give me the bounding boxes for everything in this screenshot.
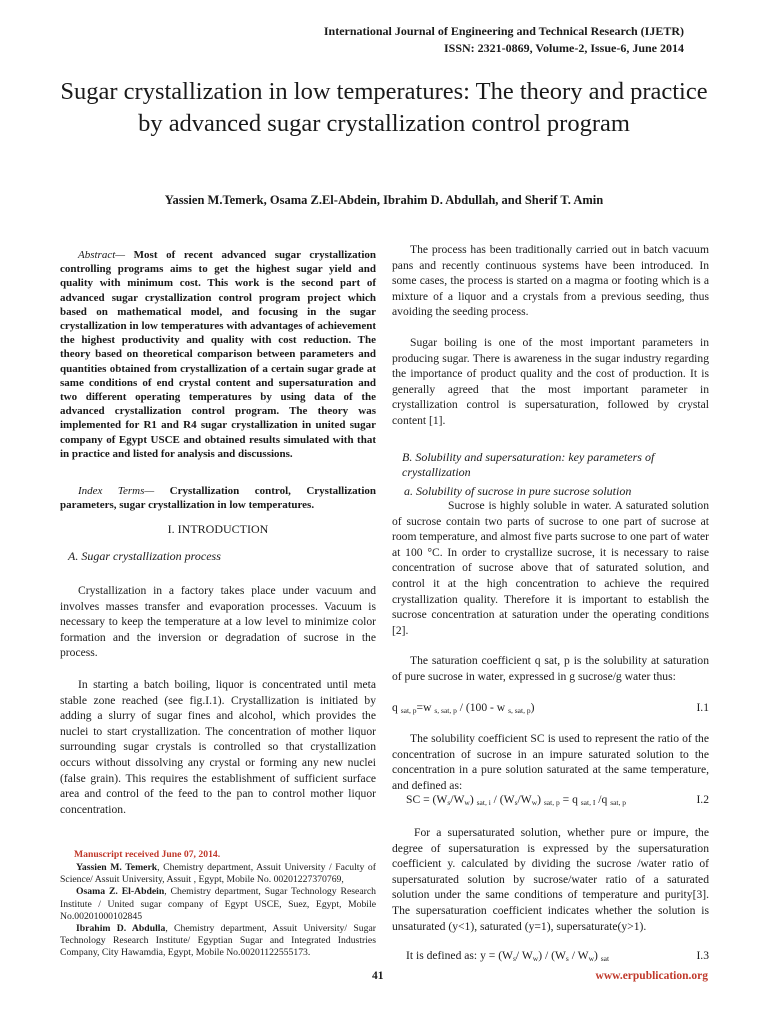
abstract-text: Most of recent advanced sugar crystallization controlling programs aims to get the highest sugar yield and quality with minimum cost. This work is the second part of advanced sugar crystallization control program project which based on mathematical model, and focusing in the sugar crystallization in low temperatures with advantages of achievement the highest productivity and quality with cost reduction. The theory based on theoretical comparison between parameters and quantities obtained from crystallization of a certain sugar grade at same conditions of end crystal content and supersaturation and two different operating temperatures by using data of the advanced crystallization control program. The theory was implemented for R1 and R4 sugar crystallization in united sugar company of Egypt USCE and obtained results simulated with that in practice and listed for analysis and discussions. (60, 249, 376, 460)
right-paragraph-4: The saturation coefficient q sat, p is the solubility at saturation of pure sucrose in water, expressed in g sucrose/g water thus: (392, 654, 709, 683)
issn-header: ISSN: 2321-0869, Volume-2, Issue-6, June 2014 (443, 41, 684, 55)
footnote-author-3-name: Ibrahim D. Abdulla (76, 923, 166, 935)
intro-paragraph-2: In starting a batch boiling, liquor is concentrated until meta stable zone reached (see fig.I.1). Crystallization is initiated by adding a slurry of sugar fines and alcohol, which provides the nuclei to start crystallization. The concentration of mother liquor surrounding sugar crystals is controlled so that crystallization occurs without dissolving any crystal or forming any new nuclei (false grain). This requires the establishment of sufficient surface area and control of the feed to the pan to control mother liquor concentration. (60, 678, 376, 816)
footnote-author-1-text: , Chemistry department, Assuit University / Faculty of Science/ Assuit University, Assuit , Egypt, Mobile No. 00201227370769, (60, 862, 376, 886)
index-terms (60, 484, 376, 512)
author-footnotes (60, 862, 376, 960)
subsection-heading-solubility: a. Solubility of sucrose in pure sucrose solution (404, 484, 632, 498)
right-paragraph-2: Sugar boiling is one of the most important parameters in producing sugar. There is awareness in the sugar industry regarding the importance of product quality and the cost of production. It is generally agreed that the most important parameter in crystallization control is supersaturation, followed by crystal content [1]. (392, 336, 709, 427)
subsection-heading-b: B. Solubility and supersaturation: key parameters of crystallization (402, 450, 655, 479)
equation-1-number: I.1 (696, 701, 709, 714)
abstract (60, 248, 376, 461)
footnote-author-2-text: , Chemistry department, Sugar Technology Research Institute / United sugar company of Egypt USCE, Suez, Egypt, Mobile No.00201000102845 (60, 886, 376, 922)
equation-3-lead: It is defined as: (406, 949, 481, 962)
equation-2-number: I.2 (696, 793, 709, 806)
equation-1: q $_{sat, p}$=w $_{s, sat, p}$ / (100 - w $_{s, sat, p}$) (392, 701, 535, 715)
manuscript-received: Manuscript received June 07, 2014. (74, 849, 221, 860)
right-paragraph-5: The solubility coefficient SC is used to represent the ratio of the concentration of sucrose in an impure saturated solution to the concentration in a pure solution saturated at the same temperature, and defined as: (392, 732, 709, 792)
author-list: Yassien M.Temerk, Osama Z.El-Abdein, Ibrahim D. Abdullah, and Sherif T. Amin (164, 193, 604, 207)
index-terms-text: Crystallization control, Crystallization parameters, sugar crystallization in low temperatures. (60, 485, 376, 512)
intro-paragraph-1: Crystallization in a factory takes place under vacuum and involves masses transfer and evaporation processes. Vacuum is necessary to keep the temperature at a low level to minimize color formation and the inversion or degradation of sucrose in the process. (60, 584, 376, 660)
footnote-author-3-text: , Chemistry department, Assuit University/ Sugar Technology Research Institute/ Egyptian Sugar and Integrated Industries Company, City Hawamdia, Egypt, Mobile No.00201122555173. (60, 923, 376, 959)
publisher-url-link[interactable]: www.erpublication.org (595, 970, 708, 982)
footnote-author-2-name: Osama Z. El-Abdein (76, 886, 165, 898)
equation-3-number: I.3 (696, 949, 709, 962)
paper-title: Sugar crystallization in low temperatures: The theory and practice by advanced sugar crystallization control program (60, 78, 708, 137)
page-number: 41 (372, 970, 384, 982)
abstract-label: Abstract— (78, 249, 126, 261)
right-paragraph-3: Sucrose is highly soluble in water. A saturated solution of sucrose contain two parts of sucrose to one part of sucrose at room temperature, and almost five parts sucrose to one part of water at 100 °C. In order to crystallize sucrose, it is necessary to raise concentration of sucrose above that of saturated solution, and control it at the high concentration to achieve the required crystallization quality. Therefore it is important to establish the sucrose concentration at saturation under the operating conditions [2]. (392, 499, 709, 637)
right-paragraph-6: For a supersaturated solution, whether pure or impure, the degree of supersaturation is expressed by the supersaturation coefficient y. calculated by dividing the sucrose /water ratio of supersaturated solution by sucrose/water ratio of a saturated solution under the same conditions of temperature and purity[3]. The supersaturation coefficient indicates whether the solution is unsaturated (y<1), saturated (y=1), supersaturate(y>1). (392, 826, 709, 933)
right-paragraph-1: The process has been traditionally carried out in batch vacuum pans and recently continuous systems have been introduced. In some cases, the process is started on a magma or footing which is a mixture of a liquor and a crystals from a previous seeding, thus avoiding the seeding process. (392, 243, 709, 319)
journal-header: International Journal of Engineering and Technical Research (IJETR) (323, 24, 684, 38)
index-terms-label: Index Terms— (78, 485, 155, 497)
equation-3: It is defined as: $y = (W_s/$ $W_w) / (W_s / W_w)$ $_{sat}$ (406, 949, 610, 963)
section-heading-introduction: I. INTRODUCTION (167, 522, 269, 536)
equation-2: SC = $(W_s/W_w)$ $_{sat, i} / (W_s/W_w) _{sat, p} = q$ $_{sat, I}$ /q $_{sat, p}$ (406, 793, 627, 807)
subsection-heading-a: A. Sugar crystallization process (68, 549, 221, 563)
footnote-author-1-name: Yassien M. Temerk (76, 862, 158, 873)
